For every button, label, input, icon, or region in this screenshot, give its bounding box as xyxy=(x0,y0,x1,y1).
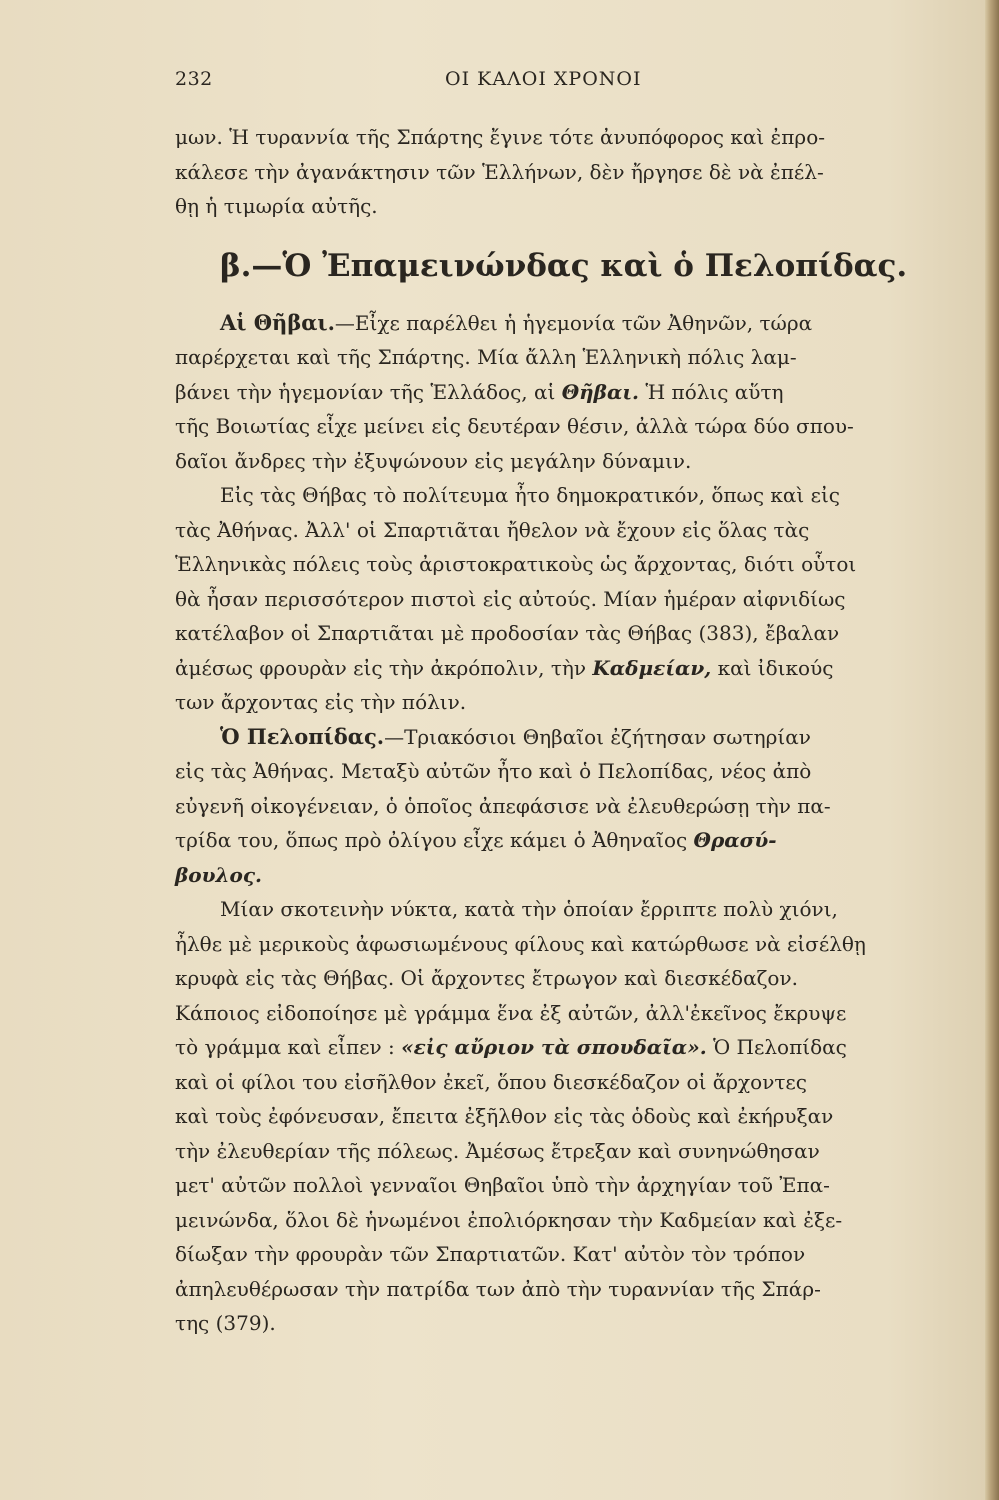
page-number: 232 xyxy=(175,68,213,90)
text-line: θῃ ἡ τιμωρία αὐτῆς. xyxy=(175,194,378,218)
page-header xyxy=(175,68,935,100)
text-line: Εἰς τὰς Θήβας τὸ πολίτευμα ἦτο δημοκρατικόν, ὅπως καὶ εἰς xyxy=(220,483,840,507)
text-line xyxy=(175,651,935,686)
text-line xyxy=(175,858,935,893)
paragraph-thebes-line xyxy=(175,306,935,341)
text-line: μων. Ἡ τυραννία τῆς Σπάρτης ἔγινε τότε ἀνυπόφορος καὶ ἐπρο- xyxy=(175,125,825,149)
text-line: δίωξαν τὴν φρουρὰν τῶν Σπαρτιατῶν. Κατ' αὐτὸν τὸν τρόπον xyxy=(175,1242,806,1266)
text-line: δαῖοι ἄνδρες τὴν ἐξυψώνουν εἰς μεγάλην δύναμιν. xyxy=(175,448,692,473)
text-span: καὶ ἰδικούς xyxy=(711,655,834,680)
paragraph-lead: Αἱ Θῆβαι. xyxy=(220,309,335,335)
text-line xyxy=(175,375,935,410)
text-line: κρυφὰ εἰς τὰς Θήβας. Οἱ ἄρχοντες ἔτρωγον καὶ διεσκέδαζον. xyxy=(175,966,798,990)
emphasis: Θρασύ- xyxy=(693,828,777,852)
paragraph-pelopidas-line xyxy=(175,720,935,755)
text-line: Κάποιος εἰδοποίησε μὲ γράμμα ἕνα ἐξ αὐτῶν, ἀλλ'ἐκεῖνος ἔκρυψε xyxy=(175,1000,847,1025)
text-line: κατέλαβον οἱ Σπαρτιᾶται μὲ προδοσίαν τὰς Θήβας (383), ἔβαλαν xyxy=(175,621,840,645)
emphasis: «εἰς αὔριον τὰ σπουδαῖα». xyxy=(401,1035,707,1059)
text-line: μεινώνδα, ὅλοι δὲ ἡνωμένοι ἐπολιόρκησαν τὴν Καδμείαν καὶ ἐξε- xyxy=(175,1207,843,1232)
text-line: Μίαν σκοτεινὴν νύκτα, κατὰ τὴν ὁποίαν ἔρριπτε πολὺ χιόνι, xyxy=(220,897,838,921)
text-line: καὶ οἱ φίλοι του εἰσῆλθον ἐκεῖ, ὅπου διεσκέδαζον οἱ ἄρχοντες xyxy=(175,1069,807,1094)
text-span: τρίδα του, ὅπως πρὸ ὀλίγου εἶχε κάμει ὁ Ἀθηναῖος xyxy=(175,828,694,852)
paragraph-lead: Ὁ Πελοπίδας. xyxy=(220,723,385,749)
text-span: τὸ γράμμα καὶ εἶπεν : xyxy=(175,1035,402,1059)
running-head: ΟΙ ΚΑΛΟΙ ΧΡΟΝΟΙ xyxy=(445,68,642,90)
text-line: των ἄρχοντας εἰς τὴν πόλιν. xyxy=(175,690,467,714)
body-text xyxy=(175,120,935,1341)
text-span: Ὁ Πελοπίδας xyxy=(706,1035,847,1059)
text-line: εὐγενῆ οἰκογένειαν, ὁ ὁποῖος ἀπεφάσισε νὰ ἐλευθερώσῃ τὴν πα- xyxy=(175,793,831,818)
text-line: τὴν ἐλευθερίαν τῆς πόλεως. Ἀμέσως ἔτρεξαν καὶ συνηνώθησαν xyxy=(175,1138,820,1163)
text-line: ἦλθε μὲ μερικοὺς ἀφωσιωμένους φίλους καὶ κατώρθωσε νὰ εἰσέλθῃ xyxy=(175,931,866,956)
text-line xyxy=(175,1030,935,1065)
text-line: θὰ ἦσαν περισσότερον πιστοὶ εἰς αὐτούς. Μίαν ἡμέραν αἰφνιδίως xyxy=(175,586,846,611)
text-line: μετ' αὐτῶν πολλοὶ γενναῖοι Θηβαῖοι ὑπὸ τὴν ἀρχηγίαν τοῦ Ἐπα- xyxy=(175,1173,830,1197)
text-line xyxy=(175,823,935,858)
text-line: τὰς Ἀθήνας. Ἀλλ' οἱ Σπαρτιᾶται ἤθελον νὰ ἔχουν εἰς ὅλας τὰς xyxy=(175,517,810,542)
emphasis: Θῆβαι. xyxy=(561,379,639,404)
text-line: κάλεσε τὴν ἀγανάκτησιν τῶν Ἑλλήνων, δὲν ἤργησε δὲ νὰ ἐπέλ- xyxy=(175,159,824,184)
page-edge xyxy=(985,0,999,1500)
section-heading: β.—Ὁ Ἐπαμεινώνδας καὶ ὁ Πελοπίδας. xyxy=(220,247,908,284)
emphasis: βουλος. xyxy=(175,862,263,887)
text-line: παρέρχεται καὶ τῆς Σπάρτης. Μία ἄλλη Ἑλληνικὴ πόλις λαμ- xyxy=(175,345,797,369)
text-span: —Τριακόσιοι Θηβαῖοι ἐζήτησαν σωτηρίαν xyxy=(384,724,811,749)
text-span: ἀμέσως φρουρὰν εἰς τὴν ἀκρόπολιν, τὴν xyxy=(175,655,593,680)
text-line: καὶ τοὺς ἐφόνευσαν, ἔπειτα ἐξῆλθον εἰς τὰς ὁδοὺς καὶ ἐκήρυξαν xyxy=(175,1104,834,1128)
emphasis: Καδμείαν, xyxy=(592,655,712,680)
text-span: βάνει τὴν ἡγεμονίαν τῆς Ἑλλάδος, αἱ xyxy=(175,379,562,404)
text-span: Ἡ πόλις αὕτη xyxy=(638,379,784,404)
text-line: ἀπηλευθέρωσαν τὴν πατρίδα των ἀπὸ τὴν τυραννίαν τῆς Σπάρ- xyxy=(175,1276,821,1301)
text-line: εἰς τὰς Ἀθήνας. Μεταξὺ αὐτῶν ἦτο καὶ ὁ Πελοπίδας, νέος ἀπὸ xyxy=(175,759,812,783)
text-line: Ἑλληνικὰς πόλεις τοὺς ἀριστοκρατικοὺς ὡς ἄρχοντας, διότι οὗτοι xyxy=(175,552,857,576)
text-span: —Εἶχε παρέλθει ἡ ἡγεμονία τῶν Ἀθηνῶν, τώρα xyxy=(334,310,813,335)
text-line: της (379). xyxy=(175,1311,276,1335)
text-line: τῆς Βοιωτίας εἶχε μείνει εἰς δευτέραν θέσιν, ἀλλὰ τώρα δύο σπου- xyxy=(175,414,854,438)
